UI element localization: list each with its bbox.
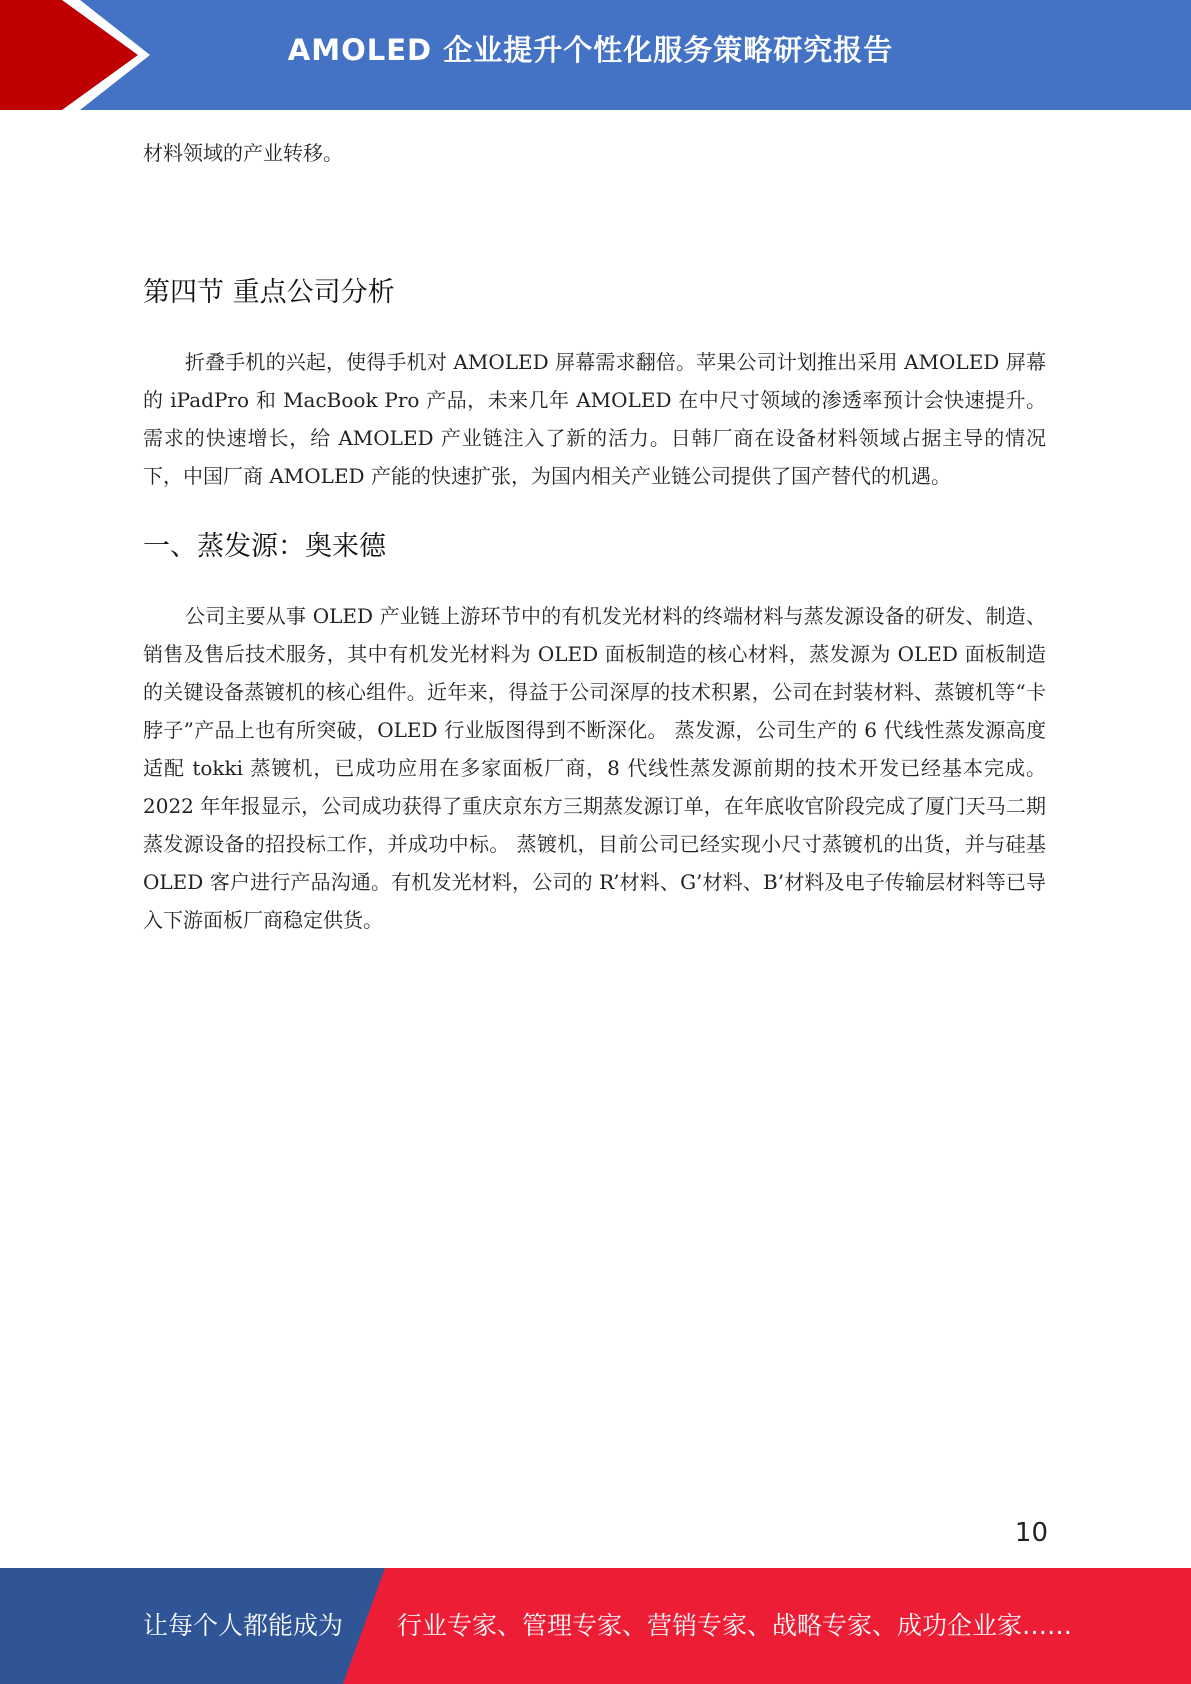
page-footer: [0, 1568, 1191, 1684]
subsection-title: 一、蒸发源：奥来德: [143, 531, 386, 562]
page-header: [0, 0, 1191, 110]
footer-slogan-left: 让每个人都能成为: [143, 1611, 344, 1640]
subsection-heading-block: [143, 524, 1046, 563]
section-intro-paragraph: 折叠手机的兴起，使得手机对 AMOLED 屏幕需求翻倍。苹果公司计划推出采用 AMOLED 屏幕的 iPadPro 和 MacBook Pro 产品，未来几年 AMOLED 在中尺寸领域的渗透率预计会快速提升。需求的快速增长，给 AMOLED 产业链注入了新的活力。日韩厂商在设备材料领域占据主导的情况下，中国厂商 AMOLED 产能的快速扩张，为国内相关产业链公司提供了国产替代的机遇。: [143, 350, 1046, 488]
section-title: 第四节 重点公司分析: [143, 277, 395, 308]
footer-slogan-right: 行业专家、管理专家、营销专家、战略专家、成功企业家……: [397, 1611, 1073, 1640]
report-title: AMOLED 企业提升个性化服务策略研究报告: [287, 33, 894, 67]
subsection-body-paragraph: 公司主要从事 OLED 产业链上游环节中的有机发光材料的终端材料与蒸发源设备的研发、制造、销售及售后技术服务，其中有机发光材料为 OLED 面板制造的核心材料，蒸发源为 OLED 面板制造的关键设备蒸镀机的核心组件。近年来，得益于公司深厚的技术积累，公司在封装材料、蒸镀机等“卡脖子”产品上也有所突破，OLED 行业版图得到不断深化。 蒸发源，公司生产的 6 代线性蒸发源高度适配 tokki 蒸镀机，已成功应用在多家面板厂商，8 代线性蒸发源前期的技术开发已经基本完成。2022 年年报显示，公司成功获得了重庆京东方三期蒸发源订单，在年底收官阶段完成了厦门天马二期蒸发源设备的招投标工作，并成功中标。 蒸镀机，目前公司已经实现小尺寸蒸镀机的出货，并与硅基 OLED 客户进行产品沟通。有机发光材料，公司的 R’材料、G’材料、B’材料及电子传输层材料等已导入下游面板厂商稳定供货。: [143, 604, 1046, 932]
continuation-paragraph: 材料领域的产业转移。: [143, 141, 343, 165]
section-heading-block: [143, 270, 1046, 309]
section-intro-block: [143, 343, 1046, 495]
continuation-paragraph-block: [143, 134, 1046, 172]
page-number: 10: [1014, 1518, 1048, 1548]
subsection-body-block: [143, 597, 1046, 939]
